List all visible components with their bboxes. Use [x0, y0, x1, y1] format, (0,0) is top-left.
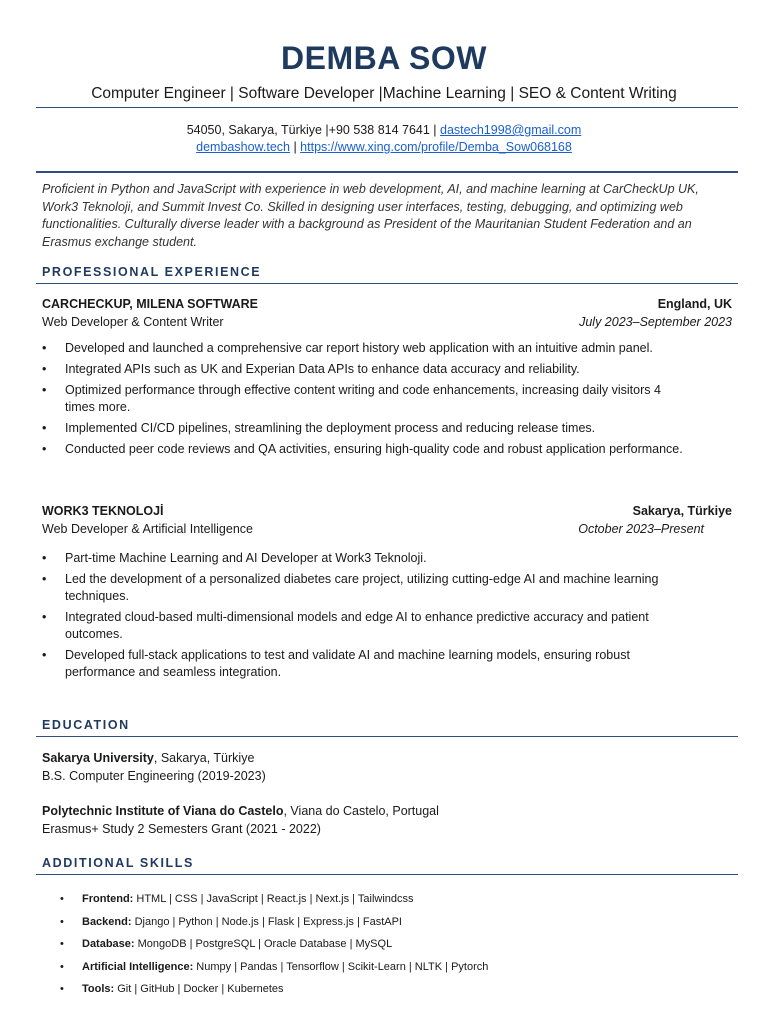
skill-label: Database:: [82, 938, 135, 950]
job-dates: July 2023–September 2023: [579, 315, 732, 329]
header-divider: [36, 107, 738, 108]
school-place: , Viana do Castelo, Portugal: [283, 804, 439, 818]
job-bullets-carcheckup: [42, 340, 692, 462]
list-item: • Developed full-stack applications to test and validate AI and machine learning models, ensuring robust performance and seamless integration.: [42, 647, 692, 681]
skill-item-database: [60, 936, 720, 952]
skills-heading: ADDITIONAL SKILLS: [42, 856, 194, 870]
job-header-work3: [42, 503, 732, 537]
skill-item-ai: [60, 959, 720, 975]
skill-value: Git | GitHub | Docker | Kubernetes: [114, 983, 284, 995]
skill-label: Frontend:: [82, 893, 134, 905]
contact-separator: |: [289, 140, 301, 154]
school-name: Polytechnic Institute of Viana do Castelo: [42, 804, 284, 818]
job-location: Sakarya, Türkiye: [632, 504, 732, 518]
job-role: Web Developer & Artificial Intelligence: [42, 522, 253, 536]
skills-divider: [36, 874, 738, 875]
contact-line-1: [0, 122, 768, 139]
email-link[interactable]: dastech1998@gmail.com: [440, 123, 582, 137]
education-item-viana: [42, 802, 732, 838]
job-company: WORK3 TEKNOLOJİ: [42, 504, 164, 518]
skill-label: Artificial Intelligence:: [82, 960, 194, 973]
list-item: • Optimized performance through effective content writing and code enhancements, increasing daily visitors 4 times more.: [42, 382, 692, 416]
professional-summary: Proficient in Python and JavaScript with experience in web development, AI, and machine learning at CarCheckUp UK, Work3 Teknoloji, and Summit Invest Co. Skilled in designing user interfaces, testing, debugging, and optimizing web functionalities. Culturally diverse leader with a background as President of the Mauritanian Student Federation and an Erasmus exchange student.: [42, 182, 699, 249]
education-item-sakarya: [42, 749, 732, 785]
list-item: • Conducted peer code reviews and QA activities, ensuring high-quality code and robust application performance.: [42, 441, 692, 458]
education-divider: [36, 736, 738, 737]
job-bullets-work3: [42, 550, 692, 685]
list-item: • Part-time Machine Learning and AI Developer at Work3 Teknoloji.: [42, 550, 692, 567]
skill-value: Numpy | Pandas | Tensorflow | Scikit-Learn | NLTK | Pytorch: [193, 960, 489, 973]
skill-value: MongoDB | PostgreSQL | Oracle Database | MySQL: [134, 938, 393, 950]
list-item: • Implemented CI/CD pipelines, streamlining the deployment process and reducing release times.: [42, 420, 692, 437]
education-heading: EDUCATION: [42, 718, 130, 732]
list-item: • Led the development of a personalized diabetes care project, utilizing cutting-edge AI and machine learning techniques.: [42, 571, 692, 605]
list-item: • Integrated APIs such as UK and Experian Data APIs to enhance data accuracy and reliability.: [42, 361, 692, 378]
address-phone: 54050, Sakarya, Türkiye |+90 538 814 7641 |: [186, 123, 441, 137]
website-link[interactable]: dembashow.tech: [196, 140, 290, 154]
tagline: Computer Engineer | Software Developer |Machine Learning | SEO & Content Writing: [91, 85, 677, 102]
skills-list: [60, 891, 720, 1004]
school-place: , Sakarya, Türkiye: [153, 751, 255, 765]
contact-line-2: [0, 139, 768, 156]
skill-value: HTML | CSS | JavaScript | React.js | Next.js | Tailwindcss: [133, 893, 414, 905]
list-item: • Developed and launched a comprehensive car report history web application with an intuitive admin panel.: [42, 340, 692, 357]
degree-detail: Erasmus+ Study 2 Semesters Grant (2021 - 2022): [42, 822, 321, 836]
experience-divider: [36, 283, 738, 284]
experience-heading: PROFESSIONAL EXPERIENCE: [42, 265, 262, 279]
xing-link[interactable]: https://www.xing.com/profile/Demba_Sow068168: [300, 140, 572, 154]
job-dates: October 2023–Present: [578, 522, 704, 536]
skill-label: Tools:: [82, 983, 115, 995]
skill-item-tools: [60, 981, 720, 997]
school-name: Sakarya University: [42, 751, 154, 765]
job-location: England, UK: [657, 297, 732, 311]
candidate-name: DEMBA SOW: [281, 40, 487, 76]
skill-label: Backend:: [82, 915, 132, 928]
degree-detail: B.S. Computer Engineering (2019-2023): [42, 769, 266, 783]
skill-item-backend: [60, 914, 720, 930]
contact-divider: [36, 171, 738, 173]
job-company: CARCHECKUP, MILENA SOFTWARE: [42, 297, 258, 311]
skill-value: Django | Python | Node.js | Flask | Express.js | FastAPI: [131, 915, 402, 928]
job-header-carcheckup: [42, 296, 732, 330]
skill-item-frontend: [60, 891, 720, 907]
list-item: • Integrated cloud-based multi-dimensional models and edge AI to enhance predictive accuracy and patient outcomes.: [42, 609, 692, 643]
job-role: Web Developer & Content Writer: [42, 315, 224, 329]
